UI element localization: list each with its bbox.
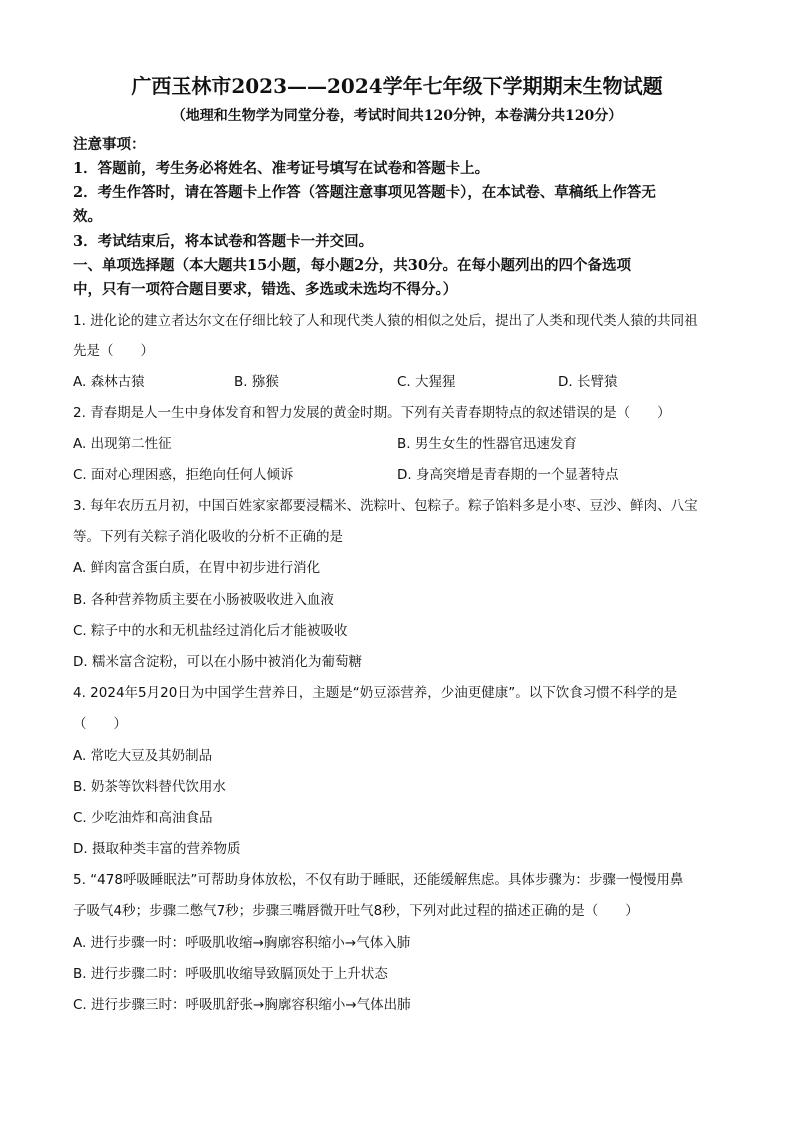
question-2-option-c: C. 面对心理困惑，拒绝向任何人倾诉 [73, 467, 294, 483]
question-4-stem-cont: （ ） [73, 716, 127, 732]
question-3-option-b: B. 各种营养物质主要在小肠被吸收进入血液 [73, 592, 334, 608]
question-1-option-a: A. 森林古猿 [73, 374, 145, 390]
question-5-option-c: C. 进行步骤三时：呼吸肌舒张→胸廓容积缩小→气体出肺 [73, 997, 411, 1013]
question-4-option-c: C. 少吃油炸和高油食品 [73, 810, 213, 826]
question-1-option-d: D. 长臂猿 [558, 374, 618, 390]
question-5-stem-cont: 子吸气4秒；步骤二憋气7秒；步骤三嘴唇微开吐气8秒，下列对此过程的描述正确的是（ ） [73, 903, 639, 919]
question-2-option-d: D. 身高突增是青春期的一个显著特点 [397, 467, 619, 483]
question-1-stem-cont: 先是（ ） [73, 343, 154, 359]
note-item-2: 2．考生作答时，请在答题卡上作答（答题注意事项见答题卡），在本试卷、草稿纸上作答无 [73, 184, 656, 201]
page-title: 广西玉林市2023——2024学年七年级下学期期末生物试题 [131, 74, 663, 98]
question-1-option-c: C. 大猩猩 [397, 374, 456, 390]
question-5-option-a: A. 进行步骤一时：呼吸肌收缩→胸廓容积缩小→气体入肺 [73, 935, 411, 951]
question-3-option-d: D. 糯米富含淀粉，可以在小肠中被消化为葡萄糖 [73, 654, 362, 670]
question-2-option-a: A. 出现第二性征 [73, 436, 172, 452]
section-heading-cont: 中，只有一项符合题目要求，错选、多选或未选均不得分。） [73, 281, 458, 298]
note-item-2-cont: 效。 [73, 208, 102, 225]
question-2-option-b: B. 男生女生的性器官迅速发育 [397, 436, 577, 452]
question-4-option-d: D. 摄取种类丰富的营养物质 [73, 841, 241, 857]
question-3-option-c: C. 粽子中的水和无机盐经过消化后才能被吸收 [73, 623, 348, 639]
question-4-option-a: A. 常吃大豆及其奶制品 [73, 748, 213, 764]
notes-heading: 注意事项： [73, 136, 146, 153]
question-3-stem-cont: 等。下列有关粽子消化吸收的分析不正确的是 [73, 529, 343, 545]
section-heading: 一、单项选择题（本大题共15小题，每小题2分，共30分。在每小题列出的四个备选项 [73, 257, 631, 274]
note-item-3: 3．考试结束后，将本试卷和答题卡一并交回。 [73, 233, 374, 250]
note-item-1: 1．答题前，考生务必将姓名、准考证号填写在试卷和答题卡上。 [73, 160, 490, 177]
question-5-stem: 5. “478呼吸睡眠法”可帮助身体放松，不仅有助于睡眠，还能缓解焦虑。具体步骤为：步骤一慢慢用鼻 [73, 872, 684, 888]
page-subtitle: （地理和生物学为同堂分卷，考试时间共120分钟，本卷满分共120分） [171, 108, 623, 124]
question-5-option-b: B. 进行步骤二时：呼吸肌收缩导致膈顶处于上升状态 [73, 966, 388, 982]
question-1-stem: 1. 进化论的建立者达尔文在仔细比较了人和现代类人猿的相似之处后，提出了人类和现代类人猿的共同祖 [73, 313, 698, 329]
question-3-option-a: A. 鲜肉富含蛋白质，在胃中初步进行消化 [73, 560, 321, 576]
question-4-stem: 4. 2024年5月20日为中国学生营养日，主题是“奶豆添营养，少油更健康”。以下饮食习惯不科学的是 [73, 685, 678, 701]
question-1-option-b: B. 猕猴 [234, 374, 279, 390]
question-4-option-b: B. 奶茶等饮料替代饮用水 [73, 779, 226, 795]
question-2-stem: 2. 青春期是人一生中身体发育和智力发展的黄金时期。下列有关青春期特点的叙述错误的是（ ） [73, 405, 671, 421]
question-3-stem: 3. 每年农历五月初，中国百姓家家都要浸糯米、洗粽叶、包粽子。粽子馅料多是小枣、豆沙、鲜肉、八宝 [73, 498, 698, 514]
